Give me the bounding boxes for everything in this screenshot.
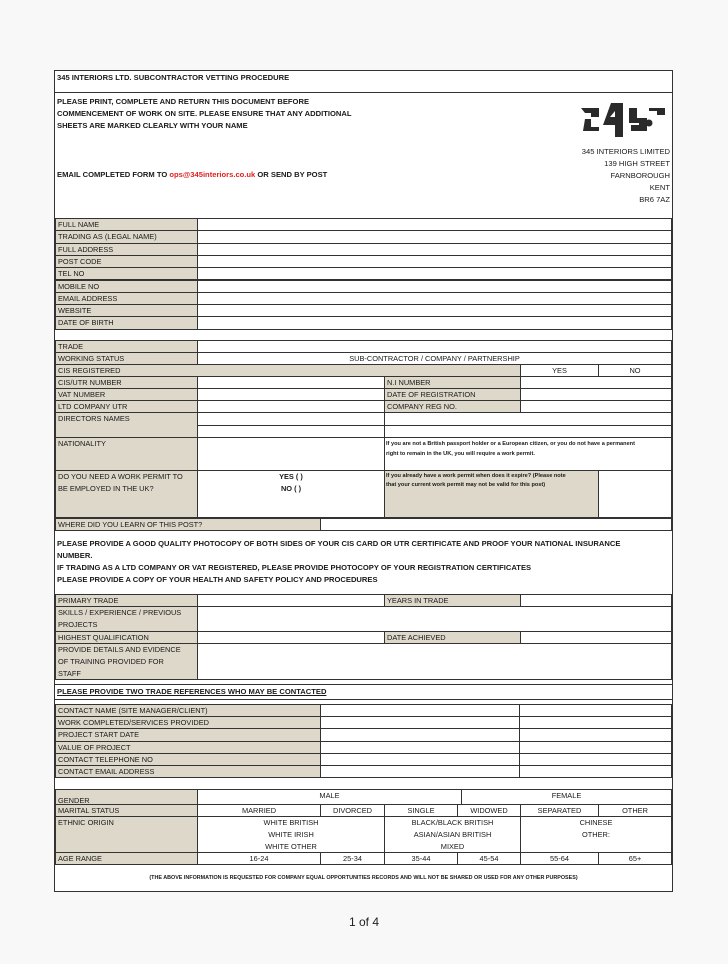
nationality-input[interactable] (197, 437, 385, 471)
work-permit-no-option[interactable]: NO ( ) (280, 484, 302, 493)
reference-field-label: CONTACT NAME (SITE MANAGER/CLIENT) (55, 704, 321, 717)
requirement-line: PLEASE PROVIDE A GOOD QUALITY PHOTOCOPY OF BOTH SIDES OF YOUR CIS CARD OR UTR CERTIFICATE AND PROOF YOUR NATIONAL INSURANCE (57, 539, 621, 548)
primary-trade-label: PRIMARY TRADE (55, 594, 198, 607)
nationality-note: right to remain in the UK, you will require a work permit. (386, 451, 535, 457)
trade-label: TRADE (55, 340, 198, 353)
instruction-line: COMMENCEMENT OF WORK ON SITE. PLEASE ENSURE THAT ANY ADDITIONAL (57, 109, 352, 118)
form-title: 345 INTERIORS LTD. SUBCONTRACTOR VETTING PROCEDURE (57, 73, 290, 82)
skills-label-line: SKILLS / EXPERIENCE / PREVIOUS (58, 608, 182, 617)
training-label-line: PROVIDE DETAILS AND EVIDENCE (58, 645, 181, 654)
work-permit-yes-option[interactable]: YES ( ) (279, 472, 303, 481)
ethnic-option[interactable]: MIXED (440, 842, 465, 851)
training-label-line: STAFF (58, 669, 81, 678)
instruction-line: PLEASE PRINT, COMPLETE AND RETURN THIS DOCUMENT BEFORE (57, 97, 310, 106)
age-option[interactable]: 65+ (598, 852, 672, 865)
ethnic-options-other (520, 816, 672, 853)
requirement-line: PLEASE PROVIDE A COPY OF YOUR HEALTH AND SAFETY POLICY AND PROCEDURES (57, 575, 378, 584)
address-line: 139 HIGH STREET (604, 159, 670, 168)
ethnic-option[interactable]: WHITE OTHER (265, 842, 317, 851)
ethnic-options-white (197, 816, 385, 853)
reference-field-label: VALUE OF PROJECT (55, 741, 321, 754)
logo-345-icon (577, 101, 669, 137)
personal-field-input[interactable] (197, 316, 672, 329)
vetting-form (54, 70, 673, 892)
personal-field-input[interactable] (197, 255, 672, 268)
date-of-registration-label: DATE OF REGISTRATION (384, 388, 521, 401)
age-range-label: AGE RANGE (55, 852, 198, 865)
work-permit-question: DO YOU NEED A WORK PERMIT TO (58, 472, 183, 481)
personal-field-label: WEBSITE (55, 304, 198, 317)
personal-field-input[interactable] (197, 230, 672, 243)
personal-field-label: MOBILE NO (55, 280, 198, 293)
reference-1-input[interactable] (320, 728, 520, 741)
address-line: FARNBOROUGH (610, 171, 670, 180)
personal-field-input[interactable] (197, 243, 672, 256)
ethnic-option[interactable]: WHITE BRITISH (263, 818, 319, 827)
ni-number-label: N.I NUMBER (384, 376, 521, 389)
personal-field-input[interactable] (197, 267, 672, 280)
reference-2-input[interactable] (519, 765, 672, 778)
gender-female-option[interactable]: FEMALE (461, 789, 672, 805)
reference-2-input[interactable] (519, 716, 672, 729)
reference-2-input[interactable] (519, 753, 672, 766)
working-status-options[interactable]: SUB-CONTRACTOR / COMPANY / PARTNERSHIP (197, 352, 672, 365)
personal-field-label: DATE OF BIRTH (55, 316, 198, 329)
training-label (55, 643, 198, 680)
reference-field-label: CONTACT EMAIL ADDRESS (55, 765, 321, 778)
personal-field-label: POST CODE (55, 255, 198, 268)
training-input[interactable] (197, 643, 672, 680)
email-link[interactable]: ops@345interiors.co.uk (169, 170, 256, 179)
marital-option[interactable]: WIDOWED (457, 804, 521, 817)
email-suffix: OR SEND BY POST (255, 170, 328, 179)
age-option[interactable]: 35-44 (384, 852, 458, 865)
work-permit-question: BE EMPLOYED IN THE UK? (58, 484, 154, 493)
nationality-note: If you are not a British passport holder or a European citizen, or you do not have a permanent (386, 441, 635, 447)
ltd-company-utr-label: LTD COMPANY UTR (55, 400, 198, 413)
marital-option[interactable]: DIVORCED (320, 804, 385, 817)
ethnic-option[interactable]: BLACK/BLACK BRITISH (411, 818, 494, 827)
ethnic-option[interactable]: WHITE IRISH (268, 830, 314, 839)
ethnic-option[interactable]: CHINESE (579, 818, 613, 827)
gender-label: GENDER (55, 789, 198, 805)
divider (55, 92, 672, 93)
page-indicator: 1 of 4 (348, 915, 380, 929)
age-option[interactable]: 16-24 (197, 852, 321, 865)
company-logo (577, 101, 669, 137)
ethnic-option[interactable]: ASIAN/ASIAN BRITISH (413, 830, 492, 839)
address-line: 345 INTERIORS LIMITED (581, 147, 670, 156)
ethnic-options-mixed (384, 816, 521, 853)
marital-status-label: MARITAL STATUS (55, 804, 198, 817)
permit-expiry-input[interactable] (598, 470, 672, 518)
marital-option[interactable]: OTHER (598, 804, 672, 817)
address-line: KENT (649, 183, 670, 192)
personal-field-label: TEL NO (55, 267, 198, 280)
marital-option[interactable]: MARRIED (197, 804, 321, 817)
address-line: BR6 7AZ (639, 195, 670, 204)
personal-field-label: TRADING AS (LEGAL NAME) (55, 230, 198, 243)
cis-yes-option[interactable]: YES (520, 364, 599, 377)
where-learn-input[interactable] (320, 518, 672, 531)
ethnic-origin-label: ETHNIC ORIGIN (55, 816, 198, 853)
ethnic-option[interactable]: OTHER: (582, 830, 610, 839)
where-learn-label: WHERE DID YOU LEARN OF THIS POST? (55, 518, 321, 531)
company-reg-no-label: COMPANY REG NO. (384, 400, 521, 413)
reference-2-input[interactable] (519, 741, 672, 754)
divider (55, 699, 672, 700)
personal-field-label: EMAIL ADDRESS (55, 292, 198, 305)
reference-1-input[interactable] (320, 753, 520, 766)
work-permit-choice (197, 470, 385, 518)
date-achieved-label: DATE ACHIEVED (384, 631, 521, 644)
highest-qualification-label: HIGHEST QUALIFICATION (55, 631, 198, 644)
reference-field-label: CONTACT TELEPHONE NO (55, 753, 321, 766)
reference-field-label: WORK COMPLETED/SERVICES PROVIDED (55, 716, 321, 729)
reference-1-input[interactable] (320, 716, 520, 729)
personal-field-input[interactable] (197, 292, 672, 305)
training-label-line: OF TRAINING PROVIDED FOR (58, 657, 164, 666)
director-name-input[interactable] (384, 412, 672, 426)
reference-field-label: PROJECT START DATE (55, 728, 321, 741)
age-option[interactable]: 25-34 (320, 852, 385, 865)
directors-names-label: DIRECTORS NAMES (55, 412, 198, 438)
permit-note: that your current work permit may not be valid for this post) (386, 482, 546, 488)
reference-2-input[interactable] (519, 728, 672, 741)
personal-field-label: FULL ADDRESS (55, 243, 198, 256)
divider (55, 684, 672, 685)
skills-label-line: PROJECTS (58, 620, 98, 629)
years-in-trade-label: YEARS IN TRADE (384, 594, 521, 607)
reference-1-input[interactable] (320, 765, 520, 778)
cis-no-option[interactable]: NO (598, 364, 672, 377)
marital-option[interactable]: SEPARATED (520, 804, 599, 817)
skills-label (55, 606, 198, 632)
personal-field-input[interactable] (197, 304, 672, 317)
personal-field-input[interactable] (197, 280, 672, 293)
company-address (582, 146, 670, 206)
email-prefix: EMAIL COMPLETED FORM TO (57, 170, 170, 179)
requirement-line: NUMBER. (57, 551, 93, 560)
references-heading: PLEASE PROVIDE TWO TRADE REFERENCES WHO MAY BE CONTACTED (57, 687, 327, 696)
personal-field-input[interactable] (197, 218, 672, 231)
requirement-line: IF TRADING AS A LTD COMPANY OR VAT REGISTERED, PLEASE PROVIDE PHOTOCOPY OF YOUR REGISTRATION CERTIFICATES (57, 563, 532, 572)
cis-utr-label: CIS/UTR NUMBER (55, 376, 198, 389)
gender-male-option[interactable]: MALE (197, 789, 462, 805)
nationality-label: NATIONALITY (55, 437, 198, 471)
instruction-line: SHEETS ARE MARKED CLEARLY WITH YOUR NAME (57, 121, 248, 130)
work-permit-label (55, 470, 198, 518)
director-name-input[interactable] (197, 412, 385, 426)
email-instruction (57, 170, 327, 180)
age-option[interactable]: 45-54 (457, 852, 521, 865)
skills-input[interactable] (197, 606, 672, 632)
marital-option[interactable]: SINGLE (384, 804, 458, 817)
working-status-label: WORKING STATUS (55, 352, 198, 365)
personal-field-label: FULL NAME (55, 218, 198, 231)
cis-registered-label: CIS REGISTERED (55, 364, 521, 377)
age-option[interactable]: 55-64 (520, 852, 599, 865)
vat-number-label: VAT NUMBER (55, 388, 198, 401)
reference-1-input[interactable] (320, 741, 520, 754)
equal-ops-disclaimer: (THE ABOVE INFORMATION IS REQUESTED FOR COMPANY EQUAL OPPORTUNITIES RECORDS AND WILL NOT BE SHARED OR USED FOR ANY OTHER PURPOSES) (149, 875, 578, 881)
permit-note: If you already have a work permit when does it expire? (Please note (386, 473, 566, 479)
